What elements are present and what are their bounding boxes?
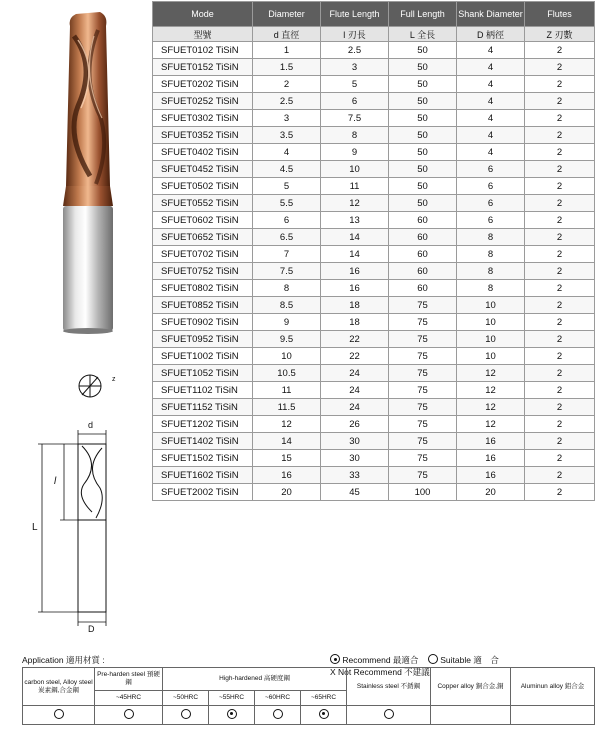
table-row [153, 467, 595, 484]
flute-length-cell: 5 [321, 76, 389, 93]
application-table [22, 667, 595, 725]
flutes-cell: 2 [525, 93, 595, 110]
diameter-cell: 1 [253, 42, 321, 59]
hrc-65: ~65HRC [301, 691, 347, 706]
full-length-cell: 75 [389, 416, 457, 433]
model-cell: SFUET1402 TiSiN [153, 433, 253, 450]
subheader-d: d 直徑 [253, 27, 321, 42]
full-length-cell: 75 [389, 467, 457, 484]
diameter-cell: 9.5 [253, 331, 321, 348]
flutes-cell: 2 [525, 382, 595, 399]
header-flute-length: Flute Length [321, 2, 389, 27]
label-D: D [88, 624, 95, 634]
table-row [153, 416, 595, 433]
table-row [153, 365, 595, 382]
table-row [153, 246, 595, 263]
application-mark-cell [209, 706, 255, 725]
full-length-cell: 75 [389, 348, 457, 365]
diameter-cell: 10 [253, 348, 321, 365]
flutes-cell: 2 [525, 416, 595, 433]
header-mode: Mode [153, 2, 253, 27]
suitable-icon [181, 709, 191, 719]
shank-diameter-cell: 16 [457, 433, 525, 450]
flute-length-cell: 9 [321, 144, 389, 161]
flute-length-cell: 10 [321, 161, 389, 178]
flute-length-cell: 7.5 [321, 110, 389, 127]
flutes-cell: 2 [525, 110, 595, 127]
flute-length-cell: 12 [321, 195, 389, 212]
full-length-cell: 75 [389, 399, 457, 416]
shank-diameter-cell: 8 [457, 246, 525, 263]
table-row [153, 212, 595, 229]
flutes-cell: 2 [525, 246, 595, 263]
shank-diameter-cell: 10 [457, 314, 525, 331]
shank-diameter-cell: 4 [457, 76, 525, 93]
full-length-cell: 50 [389, 127, 457, 144]
flute-length-cell: 14 [321, 229, 389, 246]
full-length-cell: 50 [389, 178, 457, 195]
diameter-cell: 7 [253, 246, 321, 263]
hrc-55: ~55HRC [209, 691, 255, 706]
flutes-cell: 2 [525, 144, 595, 161]
model-cell: SFUET1052 TiSiN [153, 365, 253, 382]
flutes-cell: 2 [525, 399, 595, 416]
flutes-cell: 2 [525, 212, 595, 229]
shank-diameter-cell: 16 [457, 450, 525, 467]
diameter-cell: 15 [253, 450, 321, 467]
full-length-cell: 75 [389, 314, 457, 331]
diameter-cell: 14 [253, 433, 321, 450]
table-row [153, 59, 595, 76]
table-row [153, 331, 595, 348]
recommend-icon [319, 709, 329, 719]
flutes-cell: 2 [525, 229, 595, 246]
model-cell: SFUET0802 TiSiN [153, 280, 253, 297]
shank-diameter-cell: 6 [457, 195, 525, 212]
legend-not-recommend: X Not Recommend 不建議 [330, 667, 430, 677]
diameter-cell: 5 [253, 178, 321, 195]
flute-length-cell: 16 [321, 280, 389, 297]
diameter-cell: 8 [253, 280, 321, 297]
table-row [153, 484, 595, 501]
model-cell: SFUET0752 TiSiN [153, 263, 253, 280]
shank-diameter-cell: 16 [457, 467, 525, 484]
label-d: d [88, 420, 94, 430]
flute-length-cell: 18 [321, 314, 389, 331]
model-cell: SFUET0552 TiSiN [153, 195, 253, 212]
model-cell: SFUET0702 TiSiN [153, 246, 253, 263]
shank-diameter-cell: 10 [457, 331, 525, 348]
hrc-60: ~60HRC [255, 691, 301, 706]
diameter-cell: 11.5 [253, 399, 321, 416]
flute-length-cell: 24 [321, 365, 389, 382]
shank-diameter-cell: 8 [457, 280, 525, 297]
spec-subheader-row [153, 27, 595, 42]
flute-length-cell: 30 [321, 433, 389, 450]
diameter-cell: 10.5 [253, 365, 321, 382]
diameter-cell: 3 [253, 110, 321, 127]
table-row [153, 93, 595, 110]
flutes-cell: 2 [525, 76, 595, 93]
full-length-cell: 75 [389, 365, 457, 382]
dimension-diagram [26, 372, 136, 637]
subheader-D: D 柄徑 [457, 27, 525, 42]
diameter-cell: 5.5 [253, 195, 321, 212]
spec-header-row [153, 2, 595, 27]
table-row [153, 178, 595, 195]
model-cell: SFUET0952 TiSiN [153, 331, 253, 348]
application-mark-cell [163, 706, 209, 725]
full-length-cell: 50 [389, 42, 457, 59]
model-cell: SFUET0152 TiSiN [153, 59, 253, 76]
full-length-cell: 50 [389, 161, 457, 178]
diameter-cell: 2 [253, 76, 321, 93]
table-row [153, 297, 595, 314]
diameter-cell: 16 [253, 467, 321, 484]
table-row [153, 433, 595, 450]
diameter-cell: 20 [253, 484, 321, 501]
label-l: l [54, 476, 57, 487]
flute-length-cell: 11 [321, 178, 389, 195]
flute-length-cell: 6 [321, 93, 389, 110]
flutes-cell: 2 [525, 331, 595, 348]
flutes-cell: 2 [525, 365, 595, 382]
col-preharden-steel: Pre-harden steel 預硬鋼 [95, 668, 163, 691]
shank-diameter-cell: 20 [457, 484, 525, 501]
recommend-icon [330, 654, 340, 664]
flutes-cell: 2 [525, 42, 595, 59]
full-length-cell: 50 [389, 195, 457, 212]
end-mill-photo [56, 6, 126, 336]
suitable-icon [428, 654, 438, 664]
flute-length-cell: 33 [321, 467, 389, 484]
flute-length-cell: 8 [321, 127, 389, 144]
flute-length-cell: 26 [321, 416, 389, 433]
flute-length-cell: 13 [321, 212, 389, 229]
shank-diameter-cell: 8 [457, 263, 525, 280]
model-cell: SFUET0402 TiSiN [153, 144, 253, 161]
flute-length-cell: 45 [321, 484, 389, 501]
flute-length-cell: 24 [321, 399, 389, 416]
shank-diameter-cell: 4 [457, 110, 525, 127]
subheader-model: 型號 [153, 27, 253, 42]
table-row [153, 76, 595, 93]
full-length-cell: 75 [389, 382, 457, 399]
model-cell: SFUET0202 TiSiN [153, 76, 253, 93]
subheader-l: l 刃長 [321, 27, 389, 42]
flutes-cell: 2 [525, 161, 595, 178]
table-row [153, 263, 595, 280]
application-mark-cell [95, 706, 163, 725]
hrc-45: ~45HRC [95, 691, 163, 706]
model-cell: SFUET0852 TiSiN [153, 297, 253, 314]
full-length-cell: 50 [389, 144, 457, 161]
full-length-cell: 60 [389, 246, 457, 263]
diameter-cell: 12 [253, 416, 321, 433]
flutes-cell: 2 [525, 433, 595, 450]
model-cell: SFUET0452 TiSiN [153, 161, 253, 178]
col-carbon-steel: carbon steel, Alloy steel 炭素鋼,合金鋼 [23, 668, 95, 706]
model-cell: SFUET1102 TiSiN [153, 382, 253, 399]
subheader-L: L 全長 [389, 27, 457, 42]
full-length-cell: 50 [389, 93, 457, 110]
flutes-cell: 2 [525, 484, 595, 501]
full-length-cell: 75 [389, 450, 457, 467]
full-length-cell: 50 [389, 110, 457, 127]
flute-length-cell: 24 [321, 382, 389, 399]
shank-diameter-cell: 12 [457, 382, 525, 399]
application-mark-cell [511, 706, 595, 725]
flutes-cell: 2 [525, 178, 595, 195]
full-length-cell: 75 [389, 297, 457, 314]
shank-diameter-cell: 4 [457, 93, 525, 110]
shank-diameter-cell: 6 [457, 178, 525, 195]
suitable-icon [384, 709, 394, 719]
header-full-length: Full Length [389, 2, 457, 27]
model-cell: SFUET1602 TiSiN [153, 467, 253, 484]
flutes-cell: 2 [525, 450, 595, 467]
model-cell: SFUET0602 TiSiN [153, 212, 253, 229]
col-stainless-steel: Stainless steel 不銹鋼 [347, 668, 431, 706]
flute-length-cell: 3 [321, 59, 389, 76]
header-flutes: Flutes [525, 2, 595, 27]
flute-length-cell: 22 [321, 331, 389, 348]
diameter-cell: 4.5 [253, 161, 321, 178]
table-row [153, 161, 595, 178]
shank-diameter-cell: 6 [457, 161, 525, 178]
model-cell: SFUET2002 TiSiN [153, 484, 253, 501]
table-row [153, 280, 595, 297]
diameter-cell: 9 [253, 314, 321, 331]
shank-diameter-cell: 4 [457, 42, 525, 59]
application-mark-cell [431, 706, 511, 725]
table-row [153, 348, 595, 365]
application-title: Application 適用材質 : [22, 655, 105, 665]
application-marks-row [23, 706, 595, 725]
label-z: z [112, 376, 116, 383]
model-cell: SFUET1002 TiSiN [153, 348, 253, 365]
table-row [153, 314, 595, 331]
diameter-cell: 1.5 [253, 59, 321, 76]
model-cell: SFUET1152 TiSiN [153, 399, 253, 416]
model-cell: SFUET0352 TiSiN [153, 127, 253, 144]
table-row [153, 195, 595, 212]
shank-diameter-cell: 4 [457, 144, 525, 161]
full-length-cell: 60 [389, 280, 457, 297]
diameter-cell: 3.5 [253, 127, 321, 144]
diameter-cell: 6 [253, 212, 321, 229]
full-length-cell: 50 [389, 76, 457, 93]
full-length-cell: 50 [389, 59, 457, 76]
legend-recommend: Recommend 最適合 [342, 655, 419, 665]
flutes-cell: 2 [525, 297, 595, 314]
model-cell: SFUET0502 TiSiN [153, 178, 253, 195]
application-mark-cell [23, 706, 95, 725]
table-row [153, 399, 595, 416]
legend-suitable: Suitable 適 合 [440, 655, 499, 665]
suitable-icon [124, 709, 134, 719]
model-cell: SFUET1502 TiSiN [153, 450, 253, 467]
shank-diameter-cell: 10 [457, 297, 525, 314]
flutes-cell: 2 [525, 314, 595, 331]
diameter-cell: 2.5 [253, 93, 321, 110]
model-cell: SFUET0302 TiSiN [153, 110, 253, 127]
shank-diameter-cell: 12 [457, 416, 525, 433]
application-mark-cell [255, 706, 301, 725]
flute-length-cell: 2.5 [321, 42, 389, 59]
shank-diameter-cell: 4 [457, 127, 525, 144]
dimension-drawing [26, 372, 136, 637]
col-aluminum-alloy: Aluminun alloy 鋁合金 [511, 668, 595, 706]
flutes-cell: 2 [525, 127, 595, 144]
flute-length-cell: 16 [321, 263, 389, 280]
full-length-cell: 100 [389, 484, 457, 501]
diameter-cell: 6.5 [253, 229, 321, 246]
full-length-cell: 75 [389, 331, 457, 348]
table-row [153, 229, 595, 246]
flute-length-cell: 30 [321, 450, 389, 467]
header-shank-diameter: Shank Diameter [457, 2, 525, 27]
diameter-cell: 11 [253, 382, 321, 399]
full-length-cell: 60 [389, 229, 457, 246]
suitable-icon [54, 709, 64, 719]
recommend-icon [227, 709, 237, 719]
flutes-cell: 2 [525, 263, 595, 280]
shank-diameter-cell: 6 [457, 212, 525, 229]
model-cell: SFUET1202 TiSiN [153, 416, 253, 433]
subheader-Z: Z 刃數 [525, 27, 595, 42]
spec-table [152, 1, 595, 501]
flutes-cell: 2 [525, 348, 595, 365]
header-diameter: Diameter [253, 2, 321, 27]
flute-length-cell: 22 [321, 348, 389, 365]
flutes-cell: 2 [525, 195, 595, 212]
col-copper-alloy: Copper alloy 銅合金,銅 [431, 668, 511, 706]
table-row [153, 450, 595, 467]
application-mark-cell [347, 706, 431, 725]
col-high-hardened: High-hardened 高硬度鋼 [163, 668, 347, 691]
full-length-cell: 60 [389, 263, 457, 280]
application-mark-cell [301, 706, 347, 725]
model-cell: SFUET0902 TiSiN [153, 314, 253, 331]
flute-length-cell: 18 [321, 297, 389, 314]
label-L: L [32, 522, 38, 533]
flutes-cell: 2 [525, 59, 595, 76]
shank-diameter-cell: 12 [457, 365, 525, 382]
diameter-cell: 7.5 [253, 263, 321, 280]
table-row [153, 127, 595, 144]
shank-diameter-cell: 10 [457, 348, 525, 365]
flute-length-cell: 14 [321, 246, 389, 263]
flutes-cell: 2 [525, 280, 595, 297]
full-length-cell: 75 [389, 433, 457, 450]
table-row [153, 110, 595, 127]
suitable-icon [273, 709, 283, 719]
full-length-cell: 60 [389, 212, 457, 229]
table-row [153, 382, 595, 399]
flutes-cell: 2 [525, 467, 595, 484]
table-row [153, 42, 595, 59]
spec-table-body [153, 42, 595, 501]
diameter-cell: 4 [253, 144, 321, 161]
model-cell: SFUET0252 TiSiN [153, 93, 253, 110]
shank-diameter-cell: 12 [457, 399, 525, 416]
table-row [153, 144, 595, 161]
diameter-cell: 8.5 [253, 297, 321, 314]
shank-diameter-cell: 4 [457, 59, 525, 76]
model-cell: SFUET0652 TiSiN [153, 229, 253, 246]
shank-diameter-cell: 8 [457, 229, 525, 246]
model-cell: SFUET0102 TiSiN [153, 42, 253, 59]
hrc-50: ~50HRC [163, 691, 209, 706]
